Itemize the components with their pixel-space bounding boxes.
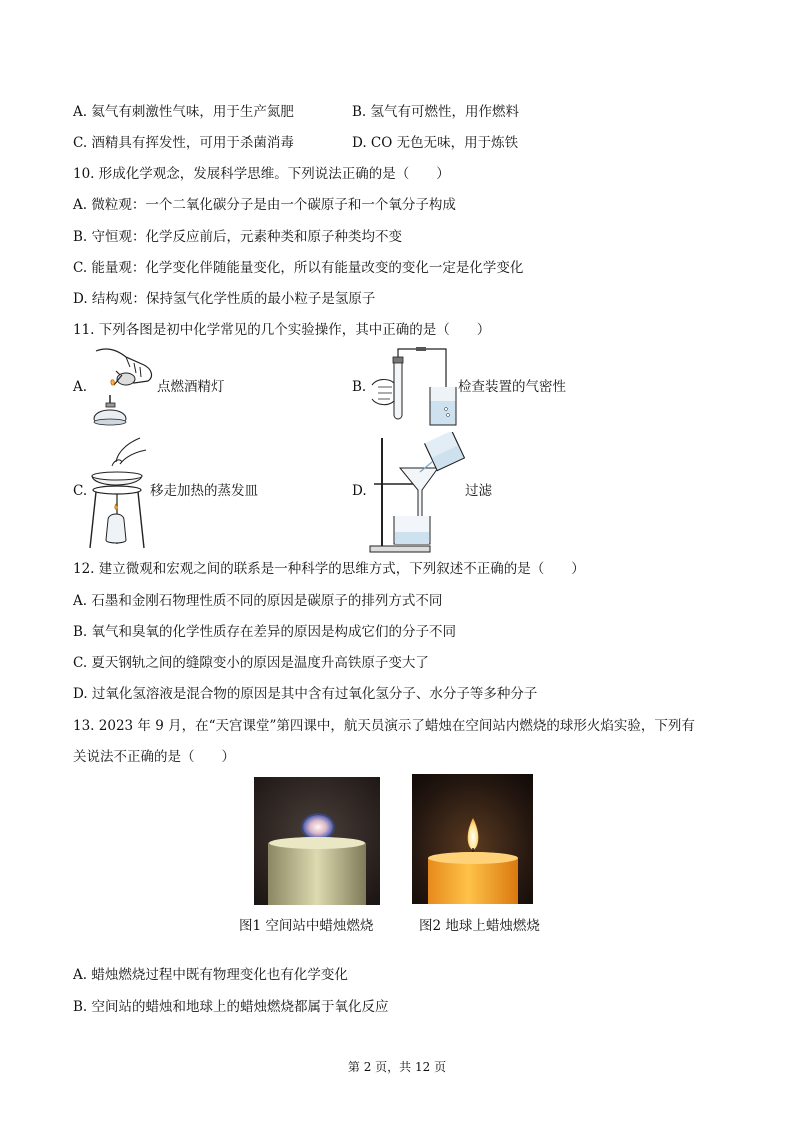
q9-option-b: B. 氢气有可燃性，用作燃料 <box>352 104 520 120</box>
q13-option-b: B. 空间站的蜡烛和地球上的蜡烛燃烧都属于氧化反应 <box>73 999 389 1015</box>
q13-option-a: A. 蜡烛燃烧过程中既有物理变化也有化学变化 <box>73 967 348 983</box>
q10-option-c: C. 能量观：化学变化伴随能量变化，所以有能量改变的变化一定是化学变化 <box>73 260 524 276</box>
airtightness-check-figure <box>368 345 460 430</box>
alcohol-lamp-lighting-figure <box>86 345 158 430</box>
q9-option-d: D. CO 无色无味，用于炼铁 <box>352 135 519 151</box>
filtration-figure <box>368 432 472 554</box>
q12-stem: 12. 建立微观和宏观之间的联系是一种科学的思维方式，下列叙述不正确的是（ ） <box>73 561 585 577</box>
q10-option-b: B. 守恒观：化学反应前后，元素种类和原子种类均不变 <box>73 229 403 245</box>
q12-option-a: A. 石墨和金刚石物理性质不同的原因是碳原子的排列方式不同 <box>73 593 443 609</box>
q11-option-a-letter: A. <box>73 379 88 395</box>
q10-option-a: A. 微粒观：一个二氧化碳分子是由一个碳原子和一个氧分子构成 <box>73 197 456 213</box>
q9-option-c: C. 酒精具有挥发性，可用于杀菌消毒 <box>73 135 294 151</box>
q11-option-b-letter: B. <box>352 379 367 395</box>
q11-option-d-label: 过滤 <box>465 483 492 499</box>
page-number-footer: 第 2 页，共 12 页 <box>347 1060 447 1074</box>
earth-candle-photo <box>412 774 533 904</box>
q12-option-c: C. 夏天钢轨之间的缝隙变小的原因是温度升高铁原子变大了 <box>73 655 429 671</box>
q11-option-d-letter: D. <box>352 483 367 499</box>
q9-option-a: A. 氦气有刺激性气味，用于生产氮肥 <box>73 104 294 120</box>
q11-option-c-label: 移走加热的蒸发皿 <box>150 483 258 499</box>
q11-option-c-letter: C. <box>73 483 88 499</box>
figure1-caption: 图1 空间站中蜡烛燃烧 <box>239 918 374 934</box>
q10-stem: 10. 形成化学观念，发展科学思维。下列说法正确的是（ ） <box>73 166 450 182</box>
figure2-caption: 图2 地球上蜡烛燃烧 <box>419 918 540 934</box>
q12-option-d: D. 过氧化氢溶液是混合物的原因是其中含有过氧化氢分子、水分子等多种分子 <box>73 686 538 702</box>
q11-option-a-label: 点燃酒精灯 <box>157 379 225 395</box>
q11-option-b-label: 检查装置的气密性 <box>458 379 566 395</box>
q13-stem-line2: 关说法不正确的是（ ） <box>73 749 235 765</box>
q12-option-b: B. 氧气和臭氧的化学性质存在差异的原因是构成它们的分子不同 <box>73 624 457 640</box>
space-candle-photo <box>254 777 380 905</box>
q13-stem-line1: 13. 2023 年 9 月，在“天宫课堂”第四课中，航天员演示了蜡烛在空间站内燃烧的球形火焰实验，下列有 <box>73 718 695 734</box>
q11-stem: 11. 下列各图是初中化学常见的几个实验操作，其中正确的是（ ） <box>73 322 491 338</box>
q10-option-d: D. 结构观：保持氢气化学性质的最小粒子是氢原子 <box>73 291 376 307</box>
evaporating-dish-removal-figure <box>86 432 152 550</box>
